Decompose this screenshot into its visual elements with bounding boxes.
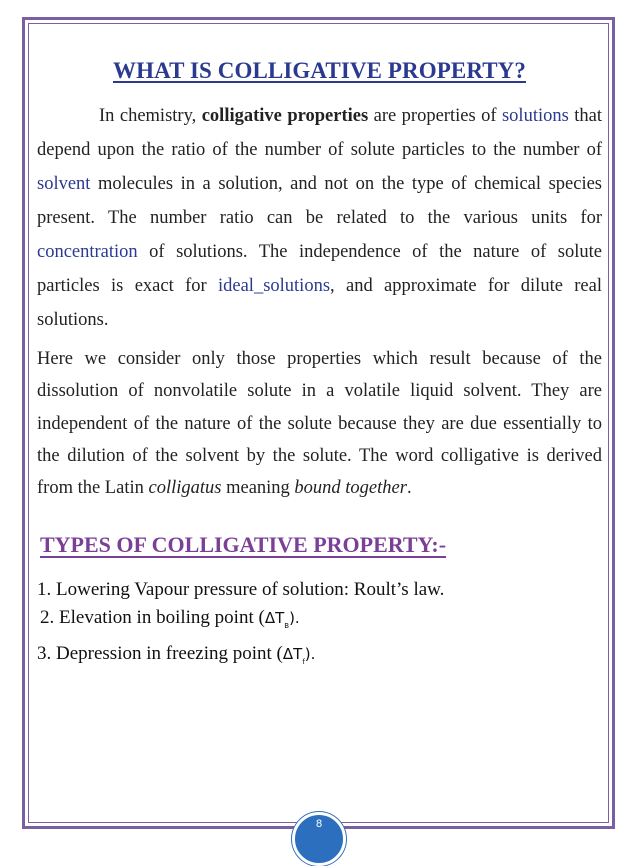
type-item-3-text: 3. Depression in freezing point ( [37, 643, 283, 665]
intro-text-4: molecules in a solution, and not on the type of chemical species present. The number ratio can be related to the various units for [37, 174, 602, 228]
explanation-text-1: Here we consider only those properties which result because of the dissolution of nonvolatile solute in a volatile liquid solvent. They are independent of the nature of the solute because they are due essentially to the dilution of the solvent by the solute. The word colligative is derived from the Latin [37, 349, 602, 499]
intro-text-2: are properties of [368, 106, 502, 126]
ideal-solutions-link[interactable]: ideal_solutions [218, 276, 331, 296]
type-item-1: 1. Lowering Vapour pressure of solution: Roult’s law. [37, 579, 445, 601]
page-title: WHAT IS COLLIGATIVE PROPERTY? [113, 58, 526, 83]
latin-meaning: bound together [294, 478, 407, 499]
explanation-text-2: meaning [221, 478, 295, 499]
solutions-link[interactable]: solutions [501, 106, 569, 126]
intro-paragraph [37, 99, 602, 337]
intro-text-3: that depend upon the ratio of the number of solute particles to the number of [37, 106, 603, 160]
type-item-3-end: ). [304, 645, 316, 664]
type-item-2-end: ). [289, 609, 300, 628]
intro-text-6: , and approximate for dilute real solutions. [37, 276, 602, 330]
delta-t-symbol: ΔT [264, 609, 285, 628]
type-item-3 [37, 640, 602, 676]
explanation-paragraph [37, 343, 602, 504]
delta-t-symbol: ΔT [282, 645, 303, 664]
colligative-properties-term: colligative properties [201, 106, 369, 126]
type-item-2-text: 2. Elevation in boiling point ( [40, 607, 265, 629]
freezing-subscript: f [302, 658, 305, 667]
intro-text-5: of solutions. The independence of the nature of solute particles is exact for [37, 242, 602, 296]
solvent-link[interactable]: solvent [37, 174, 91, 194]
concentration-link[interactable]: concentration [37, 242, 138, 262]
types-heading: TYPES OF COLLIGATIVE PROPERTY:- [40, 532, 447, 558]
intro-text-1: In chemistry, [99, 106, 202, 126]
page-content [37, 55, 602, 676]
page-number-badge: 8 [292, 812, 346, 866]
type-item-2 [40, 604, 602, 640]
latin-word: colligatus [148, 478, 222, 499]
explanation-text-3: . [406, 478, 412, 499]
boiling-subscript: B [284, 622, 290, 631]
